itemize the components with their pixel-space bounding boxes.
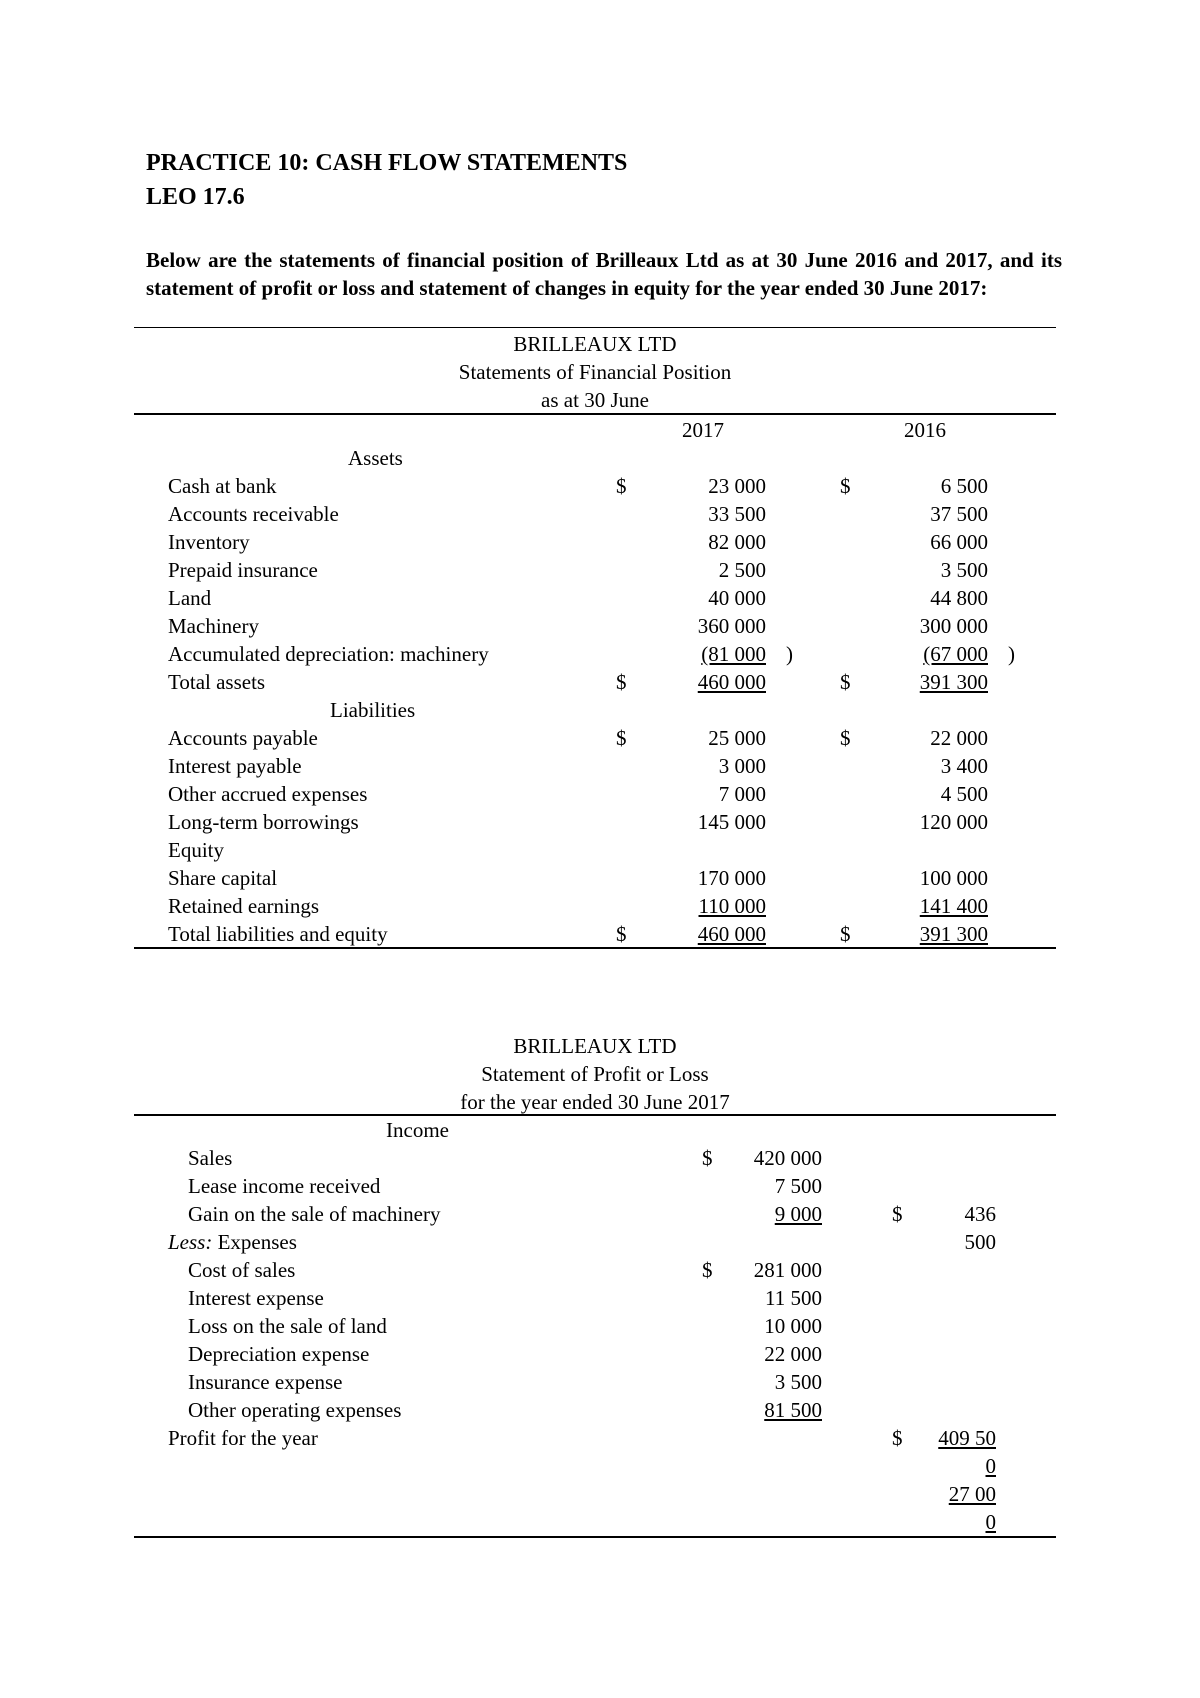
pl-bottom-rule bbox=[134, 1536, 1056, 1538]
sofp-value-2017: 40 000 bbox=[708, 586, 766, 610]
pl-row-label: Lease income received bbox=[188, 1174, 381, 1198]
expenses-total-part1: 409 50 bbox=[938, 1426, 996, 1450]
equity-heading: Equity bbox=[168, 838, 224, 862]
sofp-top-rule bbox=[134, 327, 1056, 328]
currency-symbol: $ bbox=[616, 474, 627, 498]
sofp-value-2016: (67 000 bbox=[923, 642, 988, 666]
close-paren: ) bbox=[786, 642, 793, 666]
sofp-value-2016: 141 400 bbox=[919, 894, 988, 918]
sofp-value-2017: 460 000 bbox=[697, 922, 766, 946]
income-total-part1: 436 bbox=[964, 1202, 996, 1226]
sofp-value-2017: 170 000 bbox=[697, 866, 766, 890]
sofp-row-label: Land bbox=[168, 586, 212, 610]
pl-row-label: Interest expense bbox=[188, 1286, 324, 1310]
currency-symbol: $ bbox=[616, 670, 627, 694]
profit-label: Profit for the year bbox=[168, 1426, 318, 1450]
pl-company: BRILLEAUX LTD bbox=[513, 1034, 677, 1058]
sofp-value-2016: 44 800 bbox=[930, 586, 988, 610]
pl-row-label: Insurance expense bbox=[188, 1370, 343, 1394]
less-word: Less: bbox=[168, 1230, 213, 1254]
sofp-col-2017: 2017 bbox=[682, 418, 724, 442]
sofp-row-label: Total liabilities and equity bbox=[168, 922, 388, 946]
currency-symbol: $ bbox=[892, 1202, 903, 1226]
sofp-value-2017: 23 000 bbox=[708, 474, 766, 498]
sofp-value-2017: 360 000 bbox=[697, 614, 766, 638]
document-title: PRACTICE 10: CASH FLOW STATEMENTS bbox=[146, 150, 628, 176]
pl-value: 22 000 bbox=[764, 1342, 822, 1366]
expenses-heading bbox=[168, 1230, 297, 1255]
pl-row-label: Cost of sales bbox=[188, 1258, 296, 1282]
pl-row-label: Depreciation expense bbox=[188, 1342, 370, 1366]
sofp-value-2016: 120 000 bbox=[919, 810, 988, 834]
assets-heading: Assets bbox=[348, 446, 403, 470]
sofp-row-label: Other accrued expenses bbox=[168, 782, 368, 806]
currency-symbol: $ bbox=[840, 474, 851, 498]
sofp-value-2017: 82 000 bbox=[708, 530, 766, 554]
sofp-row-label: Cash at bank bbox=[168, 474, 277, 498]
pl-row-label: Other operating expenses bbox=[188, 1398, 402, 1422]
currency-symbol: $ bbox=[616, 726, 627, 750]
expenses-word: Expenses bbox=[212, 1230, 297, 1254]
currency-symbol: $ bbox=[702, 1146, 713, 1170]
currency-symbol: $ bbox=[892, 1426, 903, 1450]
sofp-row-label: Accounts receivable bbox=[168, 502, 339, 526]
profit-value-part1: 27 00 bbox=[948, 1482, 996, 1506]
sofp-value-2017: 33 500 bbox=[708, 502, 766, 526]
sofp-value-2017: 110 000 bbox=[698, 894, 766, 918]
pl-value: 420 000 bbox=[753, 1146, 822, 1170]
sofp-row-label: Accumulated depreciation: machinery bbox=[168, 642, 489, 666]
pl-header-rule bbox=[134, 1114, 1056, 1116]
sofp-row-label: Prepaid insurance bbox=[168, 558, 318, 582]
sofp-row-label: Accounts payable bbox=[168, 726, 318, 750]
pl-value: 9 000 bbox=[774, 1202, 822, 1226]
sofp-value-2016: 3 400 bbox=[940, 754, 988, 778]
sofp-company: BRILLEAUX LTD bbox=[513, 332, 677, 356]
document-subtitle: LEO 17.6 bbox=[146, 184, 245, 210]
currency-symbol: $ bbox=[616, 922, 627, 946]
sofp-value-2017: 3 000 bbox=[718, 754, 766, 778]
pl-row-label: Gain on the sale of machinery bbox=[188, 1202, 441, 1226]
currency-symbol: $ bbox=[840, 726, 851, 750]
pl-value: 3 500 bbox=[774, 1370, 822, 1394]
sofp-value-2016: 100 000 bbox=[919, 866, 988, 890]
sofp-value-2017: 145 000 bbox=[697, 810, 766, 834]
sofp-value-2016: 300 000 bbox=[919, 614, 988, 638]
pl-value: 81 500 bbox=[764, 1398, 822, 1422]
sofp-value-2017: 7 000 bbox=[718, 782, 766, 806]
sofp-row-label: Long-term borrowings bbox=[168, 810, 359, 834]
profit-value-part2: 0 bbox=[985, 1510, 996, 1534]
sofp-row-label: Inventory bbox=[168, 530, 250, 554]
sofp-row-label: Total assets bbox=[168, 670, 266, 694]
pl-title: Statement of Profit or Loss bbox=[481, 1062, 709, 1086]
sofp-value-2016: 6 500 bbox=[940, 474, 988, 498]
sofp-value-2016: 37 500 bbox=[930, 502, 988, 526]
intro-paragraph: Below are the statements of financial position of Brilleaux Ltd as at 30 June 2016 and 2017, and its statement of profit or loss and statement of changes in equity for the year ended 30 June 2017: bbox=[146, 248, 1062, 300]
income-total-part2: 500 bbox=[964, 1230, 996, 1254]
sofp-row-label: Machinery bbox=[168, 614, 259, 638]
currency-symbol: $ bbox=[840, 670, 851, 694]
currency-symbol: $ bbox=[840, 922, 851, 946]
sofp-row-label: Interest payable bbox=[168, 754, 302, 778]
pl-value: 11 500 bbox=[765, 1286, 822, 1310]
sofp-value-2016: 4 500 bbox=[940, 782, 988, 806]
sofp-row-label: Retained earnings bbox=[168, 894, 320, 918]
sofp-title: Statements of Financial Position bbox=[458, 360, 732, 384]
sofp-value-2017: (81 000 bbox=[701, 642, 766, 666]
close-paren: ) bbox=[1008, 642, 1015, 666]
liabilities-heading: Liabilities bbox=[330, 698, 416, 722]
sofp-bottom-rule bbox=[134, 947, 1056, 949]
sofp-value-2016: 22 000 bbox=[930, 726, 988, 750]
sofp-value-2016: 3 500 bbox=[940, 558, 988, 582]
currency-symbol: $ bbox=[702, 1258, 713, 1282]
sofp-value-2017: 2 500 bbox=[718, 558, 766, 582]
pl-subtitle: for the year ended 30 June 2017 bbox=[460, 1090, 730, 1114]
pl-row-label: Loss on the sale of land bbox=[188, 1314, 387, 1338]
sofp-value-2017: 25 000 bbox=[708, 726, 766, 750]
sofp-value-2016: 66 000 bbox=[930, 530, 988, 554]
sofp-value-2016: 391 300 bbox=[919, 670, 988, 694]
pl-value: 10 000 bbox=[764, 1314, 822, 1338]
pl-value: 7 500 bbox=[774, 1174, 822, 1198]
sofp-header-rule bbox=[134, 413, 1056, 415]
sofp-value-2016: 391 300 bbox=[919, 922, 988, 946]
sofp-subtitle: as at 30 June bbox=[541, 388, 649, 412]
sofp-row-label: Share capital bbox=[168, 866, 278, 890]
expenses-total-part2: 0 bbox=[985, 1454, 996, 1478]
income-heading: Income bbox=[386, 1118, 449, 1142]
pl-row-label: Sales bbox=[188, 1146, 233, 1170]
sofp-value-2017: 460 000 bbox=[697, 670, 766, 694]
pl-value: 281 000 bbox=[753, 1258, 822, 1282]
sofp-col-2016: 2016 bbox=[904, 418, 946, 442]
